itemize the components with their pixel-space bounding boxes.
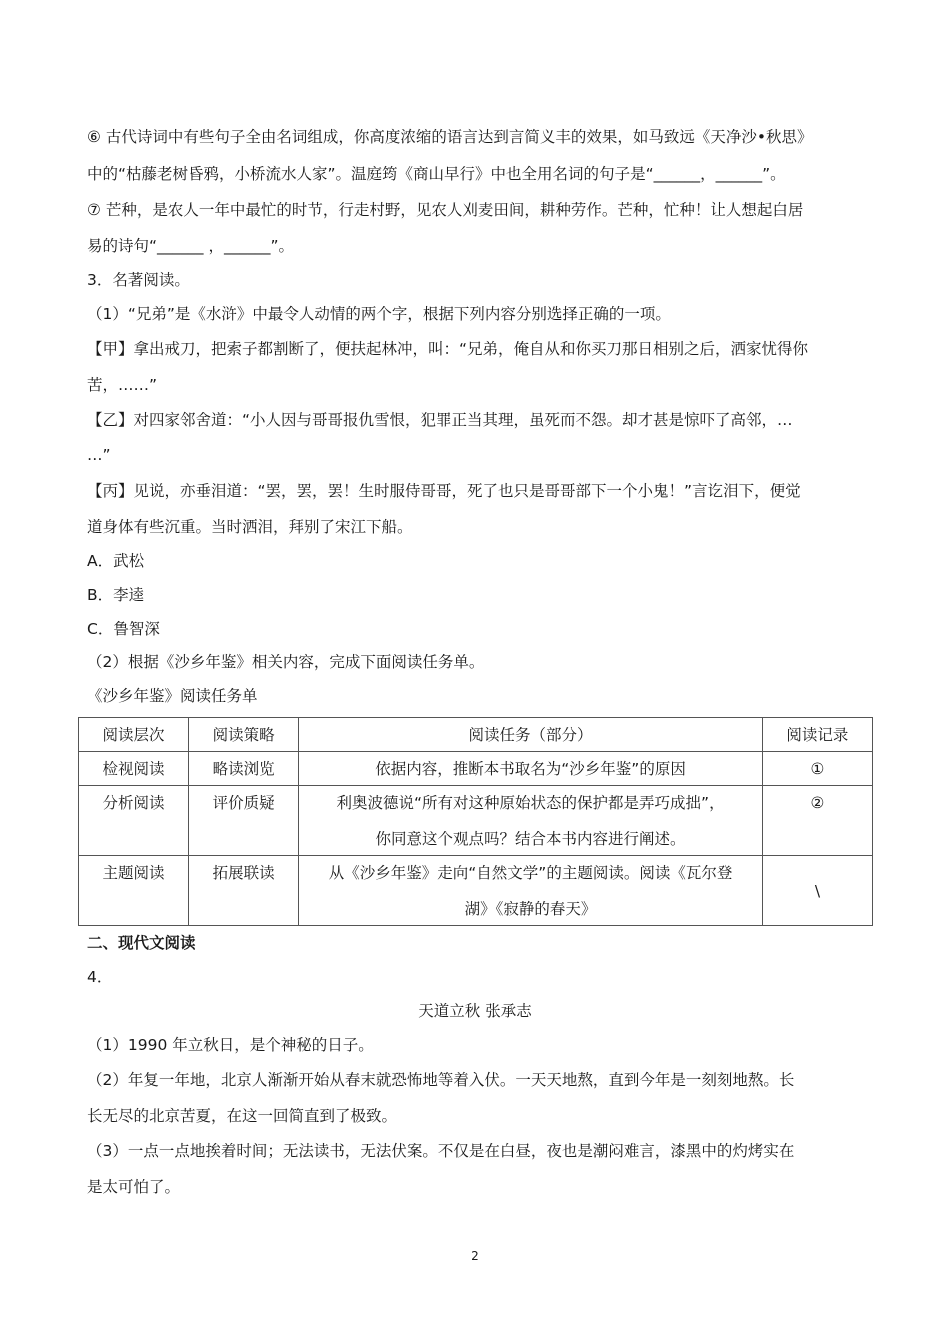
question-3-1-prompt: （1）“兄弟”是《水浒》中最令人动情的两个字，根据下列内容分别选择正确的一项。 bbox=[87, 305, 671, 323]
table-cell bbox=[299, 856, 763, 926]
excerpt-yi-line2: …” bbox=[87, 446, 111, 464]
table-header-cell: 阅读记录 bbox=[762, 718, 872, 752]
excerpt-jia-line1: 【甲】拿出戒刀，把索子都割断了，便扶起林冲，叫：“兄弟，俺自从和你买刀那日相别之后，洒家忧得你 bbox=[87, 340, 809, 358]
excerpt-jia-line2: 苦，……” bbox=[87, 376, 158, 394]
task-text-line: 从《沙乡年鉴》走向“自然文学”的主题阅读。阅读《瓦尔登 bbox=[328, 864, 733, 882]
poem-question-7-line1: ⑦ 芒种，是农人一年中最忙的时节，行走村野，见农人刈麦田间，耕种劳作。芒种，忙种！让人想起白居 bbox=[87, 201, 804, 219]
question-4-number: 4． bbox=[87, 968, 113, 986]
excerpt-bing-line1: 【丙】见说，亦垂泪道：“罢，罢，罢！生时服侍哥哥，死了也只是哥哥部下一个小鬼！”言讫泪下，便觉 bbox=[87, 482, 801, 500]
task-text-line: 利奥波德说“所有对这种原始状态的保护都是弄巧成拙”， bbox=[336, 794, 725, 812]
paragraph-2-line2: 长无尽的北京苦夏，在这一回简直到了极致。 bbox=[87, 1107, 398, 1125]
paragraph-3-line1: （3）一点一点地挨着时间；无法读书，无法伏案。不仅是在白昼，夜也是潮闷难言，漆黑中的灼烤实在 bbox=[87, 1142, 795, 1160]
task-text-line: 湖》《寂静的春天》 bbox=[464, 900, 597, 918]
reading-task-table bbox=[78, 717, 873, 926]
table-row bbox=[79, 786, 873, 856]
poem-question-7-line2: 易的诗句“______ ，______”。 bbox=[87, 237, 294, 255]
table-cell: 主题阅读 bbox=[79, 856, 189, 926]
table-cell: 依据内容，推断本书取名为“沙乡年鉴”的原因 bbox=[299, 752, 763, 786]
table-header-cell: 阅读任务（部分） bbox=[299, 718, 763, 752]
table-header-cell: 阅读策略 bbox=[189, 718, 299, 752]
article-title: 天道立秋 张承志 bbox=[418, 1002, 532, 1020]
paragraph-1: （1）1990 年立秋日，是个神秘的日子。 bbox=[87, 1036, 374, 1054]
option-b: B．李逵 bbox=[87, 586, 145, 604]
table-cell: 分析阅读 bbox=[79, 786, 189, 856]
task-text-line: 你同意这个观点吗？结合本书内容进行阐述。 bbox=[375, 830, 686, 848]
page-number: 2 bbox=[471, 1249, 479, 1263]
table-cell: \ bbox=[762, 856, 872, 926]
table-cell: ② bbox=[762, 786, 872, 856]
excerpt-yi-line1: 【乙】对四家邻舍道：“小人因与哥哥报仇雪恨，犯罪正当其理，虽死而不怨。却才甚是惊吓了高邻，… bbox=[87, 411, 793, 429]
table-cell bbox=[299, 786, 763, 856]
table-cell: 略读浏览 bbox=[189, 752, 299, 786]
section-2-heading: 二、现代文阅读 bbox=[87, 934, 196, 952]
table-header-cell: 阅读层次 bbox=[79, 718, 189, 752]
table-header-row bbox=[79, 718, 873, 752]
paragraph-2-line1: （2）年复一年地，北京人渐渐开始从春末就恐怖地等着入伏。一天天地熬，直到今年是一刻刻地熬。长 bbox=[87, 1071, 795, 1089]
table-cell: 拓展联读 bbox=[189, 856, 299, 926]
option-c: C．鲁智深 bbox=[87, 620, 160, 638]
question-3-2-prompt: （2）根据《沙乡年鉴》相关内容，完成下面阅读任务单。 bbox=[87, 653, 485, 671]
poem-question-6-line2: 中的“枯藤老树昏鸦，小桥流水人家”。温庭筠《商山早行》中也全用名词的句子是“______，______”。 bbox=[87, 165, 786, 183]
table-row bbox=[79, 856, 873, 926]
poem-question-6-line1: ⑥ 古代诗词中有些句子全由名词组成，你高度浓缩的语言达到言简义丰的效果，如马致远《天净沙•秋思》 bbox=[87, 128, 813, 146]
table-cell: 检视阅读 bbox=[79, 752, 189, 786]
task-sheet-title: 《沙乡年鉴》阅读任务单 bbox=[87, 687, 258, 705]
option-a: A．武松 bbox=[87, 552, 145, 570]
table-cell: ① bbox=[762, 752, 872, 786]
paragraph-3-line2: 是太可怕了。 bbox=[87, 1178, 181, 1196]
question-3-heading: 3．名著阅读。 bbox=[87, 271, 190, 289]
table-cell: 评价质疑 bbox=[189, 786, 299, 856]
table-row bbox=[79, 752, 873, 786]
excerpt-bing-line2: 道身体有些沉重。当时洒泪，拜别了宋江下船。 bbox=[87, 518, 413, 536]
